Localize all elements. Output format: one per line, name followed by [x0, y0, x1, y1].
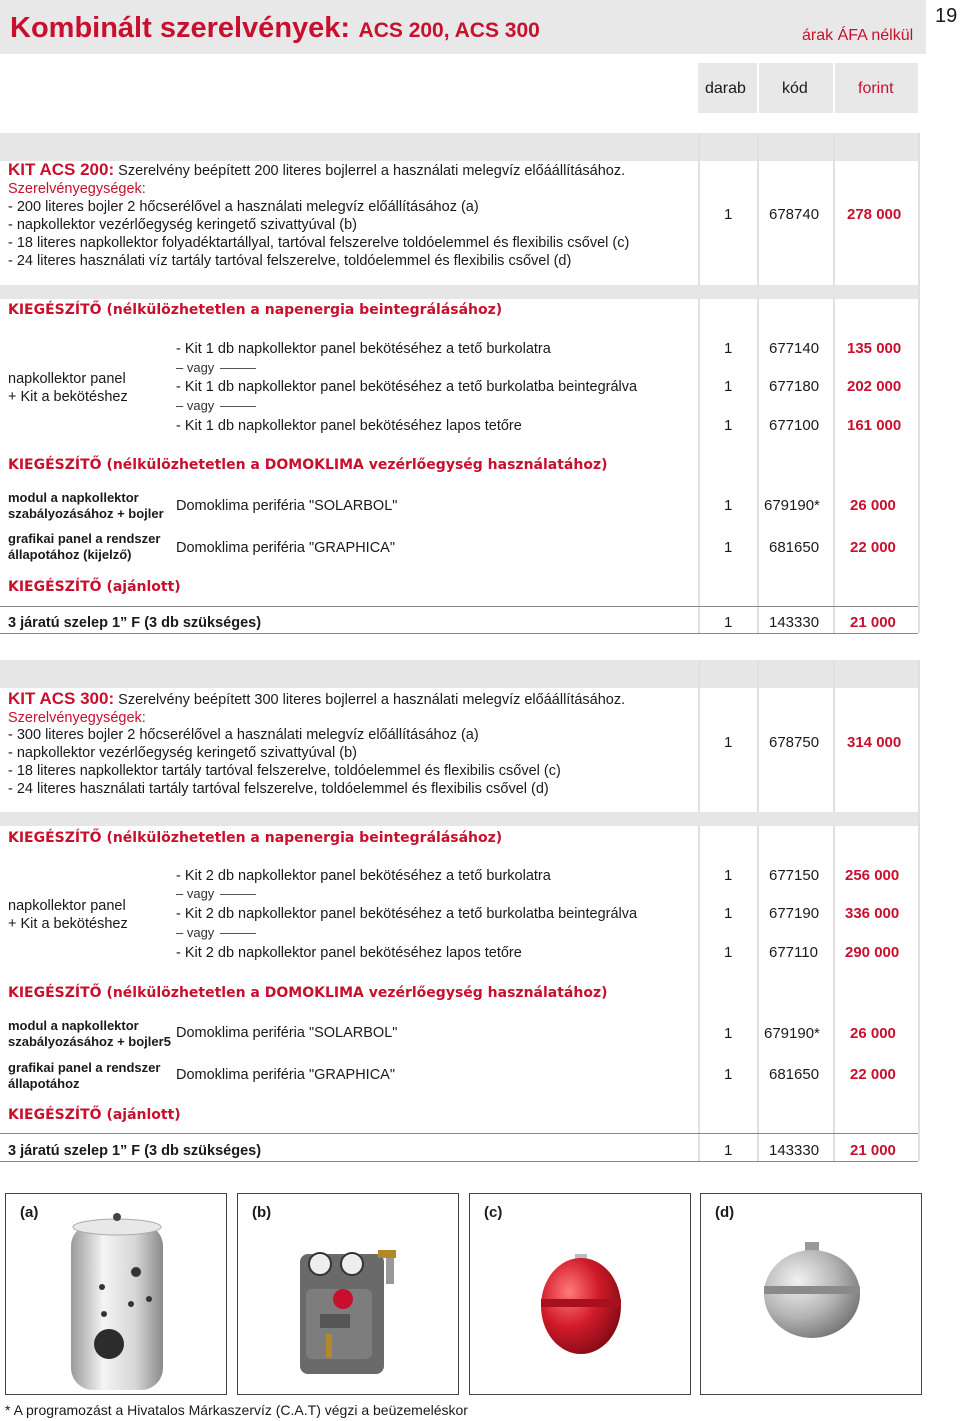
- kit300-valve-code: 143330: [769, 1142, 820, 1159]
- kit200-line-2: - napkollektor vezérlőegység keringető szivattyúval (b): [8, 217, 357, 233]
- kit200-title-line: [8, 161, 625, 180]
- kit200-units-label: Szerelvényegységek:: [8, 181, 146, 197]
- kit200-sec1-title: KIEGÉSZÍTŐ (nélkülözhetetlen a napenergia beintegrálásához): [8, 302, 503, 318]
- kit300-code: 678750: [769, 734, 820, 751]
- kit200-domo-2-qty: 1: [724, 539, 733, 556]
- kit300-line-1: - 300 literes bojler 2 hőcserélővel a használati melegvíz előállításához (a): [8, 727, 479, 743]
- kit200-sec1-band: [0, 285, 918, 299]
- kit200-panel-row-3-price: 161 000: [847, 417, 902, 434]
- kit200-domo-1-price: 26 000: [850, 497, 896, 514]
- kit300-panel-row-2-text: - Kit 2 db napkollektor panel bekötéséhez a tető burkolatba beintegrálva: [176, 906, 638, 922]
- kit300-domo-2-qty: 1: [724, 1066, 733, 1083]
- kit300-sec1-band: [0, 812, 918, 826]
- kit200-domo-2-text: Domoklima periféria "GRAPHICA": [176, 540, 395, 556]
- image-box-b: [237, 1193, 459, 1395]
- kit200-line-3: - 18 literes napkollektor folyadéktartállyal, tartóval felszerelve toldóelemmel és flexibilis csővel (c): [8, 235, 630, 251]
- kit200-panel-row-3-code: 677100: [769, 417, 820, 434]
- kit300-panel-row-1-code: 677150: [769, 867, 820, 884]
- kit200-qty: 1: [724, 206, 733, 223]
- kit300-title: KIT ACS 300:: [8, 689, 115, 708]
- kit300-title-line: [8, 690, 625, 709]
- vat-note: árak ÁFA nélkül: [802, 27, 914, 44]
- kit200-domo-1-code: 679190*: [764, 497, 820, 514]
- kit200-domo-2-label-1: grafikai panel a rendszer: [8, 531, 161, 546]
- column-header-qty: darab: [705, 80, 746, 97]
- kit300-panel-row-2-price: 336 000: [845, 905, 900, 922]
- kit200-panel-row-2-text: - Kit 1 db napkollektor panel bekötéséhez a tető burkolatba beintegrálva: [176, 379, 638, 395]
- kit200-title: KIT ACS 200:: [8, 160, 115, 179]
- kit200-panel-row-2-price: 202 000: [847, 378, 902, 395]
- kit200-panel-label-1: napkollektor panel: [8, 371, 126, 387]
- kit300-line-2: - napkollektor vezérlőegység keringető szivattyúval (b): [8, 745, 357, 761]
- kit200-price: 278 000: [847, 206, 902, 223]
- kit300-panel-row-2-qty: 1: [724, 905, 733, 922]
- kit300-domo-2-code: 681650: [769, 1066, 820, 1083]
- kit300-domo-1-text: Domoklima periféria "SOLARBOL": [176, 1025, 398, 1041]
- column-header-price: forint: [858, 80, 894, 97]
- kit300-line-4: - 24 literes használati tartály tartóval felszerelve, toldóelemmel és flexibilis csővel (d): [8, 781, 549, 797]
- kit200-panel-row-1-text: - Kit 1 db napkollektor panel bekötéséhez a tető burkolatra: [176, 341, 551, 357]
- kit200-domo-1-label-1: modul a napkollektor: [8, 490, 139, 505]
- kit300-line-3: - 18 literes napkollektor tartály tartóval felszerelve, toldóelemmel és flexibilis csővel (c): [8, 763, 561, 779]
- kit300-domo-2-label-2: állapotához: [8, 1076, 80, 1091]
- kit300-domo-2-label-1: grafikai panel a rendszer: [8, 1060, 161, 1075]
- page-title-sub: ACS 200, ACS 300: [358, 19, 540, 42]
- kit200-or-2: – vagy: [176, 398, 256, 413]
- kit200-panel-label-2: + Kit a bekötéshez: [8, 389, 128, 405]
- kit200-code: 678740: [769, 206, 820, 223]
- kit200-domo-1-qty: 1: [724, 497, 733, 514]
- kit200-domo-2-label-2: állapotához (kijelző): [8, 547, 132, 562]
- kit200-domo-2-code: 681650: [769, 539, 820, 556]
- kit200-line-4: - 24 literes használati víz tartály tartóval felszerelve, toldóelemmel és flexibilis csővel (d): [8, 253, 572, 269]
- kit300-panel-label-2: + Kit a bekötéshez: [8, 916, 128, 932]
- kit200-domo-1-label-2: szabályozásához + bojler: [8, 506, 164, 521]
- image-box-c: [469, 1193, 691, 1395]
- kit200-valve-price: 21 000: [850, 614, 896, 631]
- kit200-panel-row-2-code: 677180: [769, 378, 820, 395]
- page-title: [10, 12, 540, 45]
- kit300-panel-row-1-text: - Kit 2 db napkollektor panel bekötéséhez a tető burkolatra: [176, 868, 551, 884]
- kit300-or-2: – vagy: [176, 925, 256, 940]
- kit300-panel-row-3-price: 290 000: [845, 944, 900, 961]
- footnote: * A programozást a Hivatalos Márkaszervíz (C.A.T) végzi a beüzemeléskor: [5, 1402, 468, 1418]
- kit300-domo-1-label-2: szabályozásához + bojler5: [8, 1034, 171, 1049]
- grey-expansion-tank-icon: [701, 1194, 921, 1394]
- kit300-domo-2-price: 22 000: [850, 1066, 896, 1083]
- kit200-valve-text: 3 járatú szelep 1” F (3 db szükséges): [8, 615, 262, 631]
- kit300-units-label: Szerelvényegységek:: [8, 710, 146, 726]
- page-title-main: Kombinált szerelvények:: [10, 12, 351, 44]
- kit300-domo-1-code: 679190*: [764, 1025, 820, 1042]
- kit200-or-1: – vagy: [176, 360, 256, 375]
- red-expansion-tank-icon: [470, 1194, 690, 1394]
- kit300-domo-2-text: Domoklima periféria "GRAPHICA": [176, 1067, 395, 1083]
- kit300-sec3-title: KIEGÉSZÍTŐ (ajánlott): [8, 1107, 181, 1123]
- kit300-band: [0, 660, 918, 688]
- kit200-sec2-title: KIEGÉSZÍTŐ (nélkülözhetetlen a DOMOKLIMA vezérlőegység használatához): [8, 457, 608, 473]
- kit300-or-1: – vagy: [176, 886, 256, 901]
- image-box-d: [700, 1193, 922, 1395]
- kit200-panel-row-3-text: - Kit 1 db napkollektor panel bekötéséhez lapos tetőre: [176, 418, 522, 434]
- kit200-sec3-title: KIEGÉSZÍTŐ (ajánlott): [8, 579, 181, 595]
- kit200-panel-row-2-qty: 1: [724, 378, 733, 395]
- kit200-domo-2-price: 22 000: [850, 539, 896, 556]
- kit200-band: [0, 133, 918, 161]
- image-box-a: [5, 1193, 227, 1395]
- kit300-panel-row-2-code: 677190: [769, 905, 820, 922]
- image-label-c: (c): [484, 1204, 503, 1221]
- kit200-panel-row-1-code: 677140: [769, 340, 820, 357]
- page-number: 19: [935, 5, 958, 27]
- kit300-valve-text: 3 járatú szelep 1” F (3 db szükséges): [8, 1143, 262, 1159]
- kit200-desc: Szerelvény beépített 200 literes bojlerrel a használati melegvíz előáállításához.: [114, 163, 626, 179]
- kit200-valve-code: 143330: [769, 614, 820, 631]
- kit300-panel-row-3-code: 677110: [769, 944, 818, 961]
- kit300-panel-row-3-text: - Kit 2 db napkollektor panel bekötéséhez lapos tetőre: [176, 945, 522, 961]
- kit300-qty: 1: [724, 734, 733, 751]
- kit300-valve-qty: 1: [724, 1142, 733, 1159]
- kit300-panel-row-3-qty: 1: [724, 944, 733, 961]
- kit300-domo-1-price: 26 000: [850, 1025, 896, 1042]
- kit300-panel-row-1-price: 256 000: [845, 867, 900, 884]
- kit300-valve-price: 21 000: [850, 1142, 896, 1159]
- boiler-icon: [6, 1194, 226, 1394]
- image-label-d: (d): [715, 1204, 735, 1221]
- kit200-domo-1-text: Domoklima periféria "SOLARBOL": [176, 498, 398, 514]
- kit200-valve-qty: 1: [724, 614, 733, 631]
- kit300-sec1-title: KIEGÉSZÍTŐ (nélkülözhetetlen a napenergia beintegrálásához): [8, 830, 503, 846]
- column-header-code: kód: [782, 80, 808, 97]
- kit300-domo-1-qty: 1: [724, 1025, 733, 1042]
- pump-station-icon: [238, 1194, 458, 1394]
- image-label-b: (b): [252, 1204, 272, 1221]
- kit200-line-1: - 200 literes bojler 2 hőcserélővel a használati melegvíz előállításához (a): [8, 199, 479, 215]
- kit300-sec2-title: KIEGÉSZÍTŐ (nélkülözhetetlen a DOMOKLIMA vezérlőegység használatához): [8, 985, 608, 1001]
- kit200-panel-row-1-price: 135 000: [847, 340, 902, 357]
- image-label-a: (a): [20, 1204, 39, 1221]
- kit300-panel-label-1: napkollektor panel: [8, 898, 126, 914]
- kit200-panel-row-3-qty: 1: [724, 417, 733, 434]
- kit200-panel-row-1-qty: 1: [724, 340, 733, 357]
- kit300-price: 314 000: [847, 734, 902, 751]
- kit300-desc: Szerelvény beépített 300 literes bojlerrel a használati melegvíz előáállításához.: [114, 692, 626, 708]
- kit300-panel-row-1-qty: 1: [724, 867, 733, 884]
- kit300-domo-1-label-1: modul a napkollektor: [8, 1018, 139, 1033]
